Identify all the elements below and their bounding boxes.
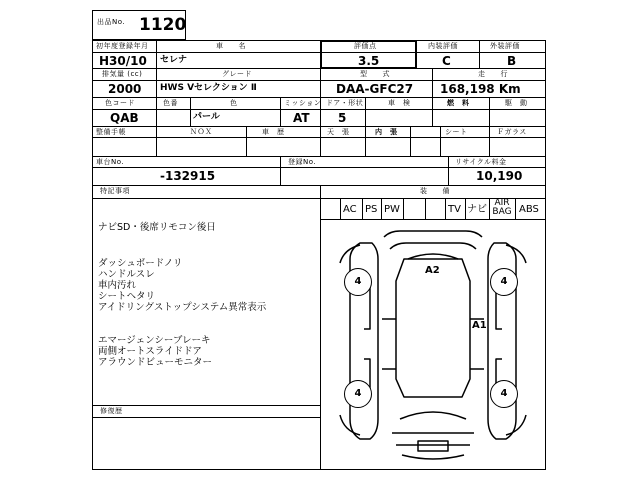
label-score: 評価点 [354,42,377,50]
value-chassis-number: -132915 [160,169,216,183]
damage-mark-right-side: A1 [472,320,487,331]
car-body-diagram [320,219,546,470]
label-maintenance-book: 整備手帳 [96,128,126,136]
value-first-registration: H30/10 [99,54,147,68]
label-repair-history: 修復歴 [100,407,123,415]
value-grade: HWS Vセレクション Ⅱ [160,83,257,93]
label-front-glass: Ｆガラス [497,128,527,136]
label-fuel: 燃 料 [447,99,470,107]
equip-pw: PW [384,204,400,215]
label-model-code: 型 式 [360,70,390,78]
label-headliner: 天 張 [327,128,350,136]
tire-rating-front-left: 4 [344,268,372,296]
equip-airbag: AIR BAG [492,198,512,217]
label-inspection: 車 検 [388,99,411,107]
label-seat: シート [445,128,468,136]
value-transmission: AT [293,111,310,125]
value-mileage: 168,198 Km [440,82,521,96]
label-car-history: 車 歴 [262,128,285,136]
tire-rating-front-right: 4 [490,268,518,296]
label-nox: ＮＯＸ [190,128,213,136]
equip-abs: ABS [519,204,539,215]
label-registration-number: 登録No. [288,158,317,166]
label-color: 色 [230,99,238,107]
tire-rating-rear-left: 4 [344,380,372,408]
value-score: 3.5 [358,54,380,68]
label-recycle-fee: リサイクル料金 [455,158,507,166]
value-recycle-fee: 10,190 [476,169,523,183]
lot-label: 出品No. [97,18,126,26]
value-interior-grade: C [442,54,451,68]
equip-tv: TV [448,204,461,215]
label-mileage: 走 行 [478,70,508,78]
label-doors: ドア・形状 [326,99,364,107]
value-color: パール [193,112,220,122]
label-drive: 駆 動 [505,99,528,107]
label-special-notes: 特記事項 [100,187,130,195]
label-chassis-number: 車台No. [96,158,125,166]
label-equipment: 装 備 [420,187,450,195]
label-grade: グレード [222,70,252,78]
lot-number: 1120 [139,15,187,35]
value-color-code: QAB [110,111,139,125]
note-block-2: ダッシュボードノリ ハンドルスレ 車内汚れ シートヘタリ アイドリングストップシステム異常表示 [98,258,267,313]
label-color-code: 色コード [105,99,135,107]
label-color-number: 色番 [163,99,178,107]
label-first-registration: 初年度登録年月 [96,42,149,50]
note-line-1: ナビSD・後席リモコン後日 [98,222,216,233]
label-car-name: 車 名 [216,42,246,50]
value-car-name: セレナ [160,55,188,65]
label-interior-grade: 内装評価 [428,42,458,50]
label-interior-trim: 内 張 [375,128,398,136]
tire-rating-rear-right: 4 [490,380,518,408]
label-transmission: ミッション [284,99,322,107]
damage-mark-roof: A2 [425,265,440,276]
value-doors: 5 [338,111,347,125]
label-displacement: 排気量 (cc) [102,70,143,78]
label-exterior-grade: 外装評価 [490,42,520,50]
value-model-code: DAA-GFC27 [336,82,414,96]
equip-ac: AC [343,204,357,215]
equip-ps: PS [365,204,378,215]
lot-box [92,10,186,40]
value-displacement: 2000 [108,82,142,96]
note-block-3: エマージェンシーブレーキ 両側オートスライドドア アラウンドビューモニター [98,335,213,368]
equip-navi: ナビ [467,204,487,215]
value-exterior-grade: B [507,54,517,68]
